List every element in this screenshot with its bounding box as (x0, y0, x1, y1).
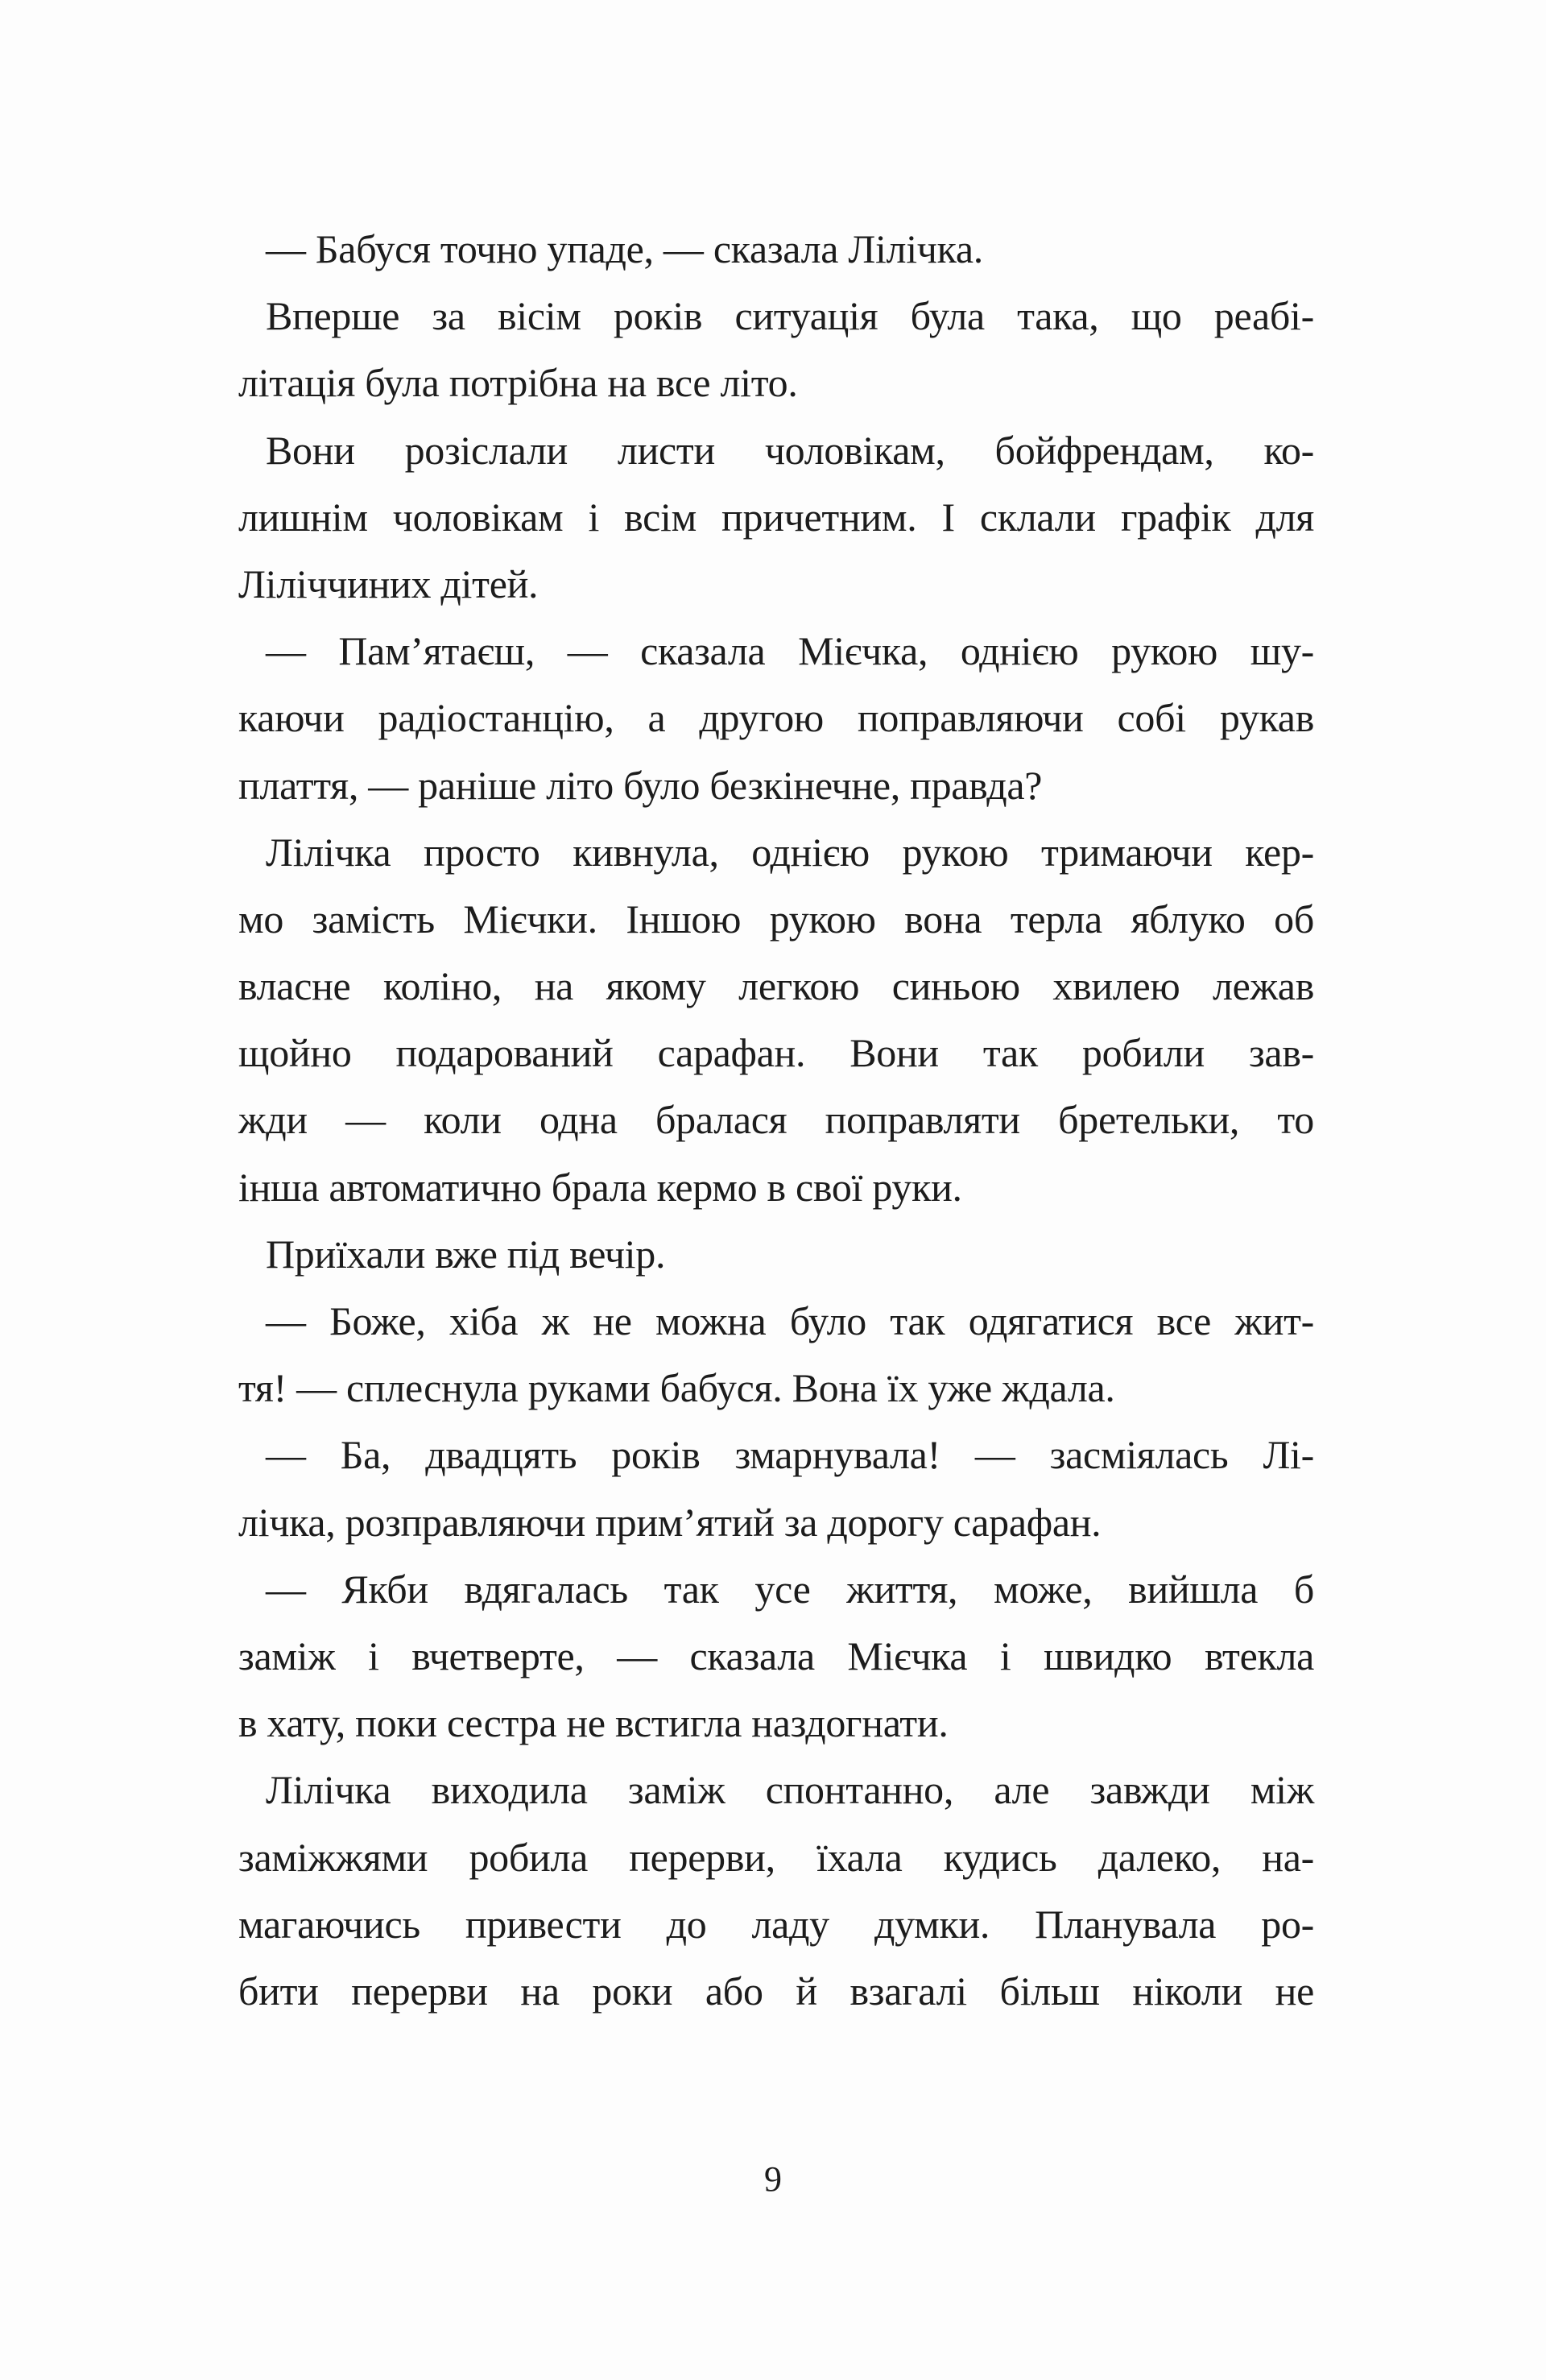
text-line: — Якби вдягалась так усе життя, може, вийшла б (266, 1566, 1314, 1612)
text-line: лічка, розправляючи прим’ятий за дорогу сарафан. (238, 1499, 1102, 1545)
text-line: мо замість Мієчки. Іншою рукою вона терла яблуко об (238, 896, 1314, 942)
text-line: Лілічка виходила заміж спонтанно, але завжди між (266, 1767, 1314, 1813)
text-line: Вони розіслали листи чоловікам, бойфрендам, ко- (266, 427, 1314, 473)
text-line: Лілічка просто кивнула, однією рукою тримаючи кер- (266, 829, 1314, 875)
text-line: літація була потрібна на все літо. (238, 360, 798, 406)
text-line: магаючись привести до ладу думки. Планувала ро- (238, 1901, 1314, 1947)
text-line: заміж і вчетверте, — сказала Мієчка і швидко втекла (238, 1633, 1314, 1678)
page-number: 9 (764, 2159, 782, 2199)
text-line: лишнім чоловікам і всім причетним. І склали графік для (238, 494, 1314, 540)
text-line: Приїхали вже під вечір. (266, 1231, 666, 1277)
text-line: плаття, — раніше літо було безкінечне, правда? (238, 762, 1043, 808)
text-line: каючи радіостанцію, а другою поправляючи собі рукав (238, 695, 1314, 741)
text-line: Вперше за вісім років ситуація була така, що реабі- (266, 293, 1314, 339)
text-line: власне коліно, на якому легкою синьою хвилею лежав (238, 963, 1314, 1009)
text-line: щойно подарований сарафан. Вони так робили зав- (238, 1030, 1314, 1076)
text-line: — Бабуся точно упаде, — сказала Лілічка. (266, 226, 983, 271)
text-line: бити перерви на роки або й взагалі більш ніколи не (238, 1968, 1314, 2014)
text-line: жди — коли одна бралася поправляти бретельки, то (238, 1097, 1314, 1143)
text-line: тя! — сплеснула руками бабуся. Вона їх уже ждала. (238, 1365, 1115, 1411)
text-line: — Боже, хіба ж не можна було так одягатися все жит- (266, 1298, 1314, 1343)
body-text (238, 216, 1314, 2025)
text-line: Лілiччиних дітей. (238, 561, 539, 606)
text-line: інша автоматично брала кермо в свої руки. (238, 1164, 962, 1210)
text-line: в хату, поки сестра не встигла наздогнати. (238, 1700, 949, 1746)
text-line: — Пам’ятаєш, — сказала Мієчка, однією рукою шу- (266, 628, 1314, 674)
text-line: — Ба, двадцять років змарнувала! — засміялась Лі- (266, 1432, 1314, 1478)
text-line: заміжжями робила перерви, їхала кудись далеко, на- (238, 1834, 1314, 1880)
